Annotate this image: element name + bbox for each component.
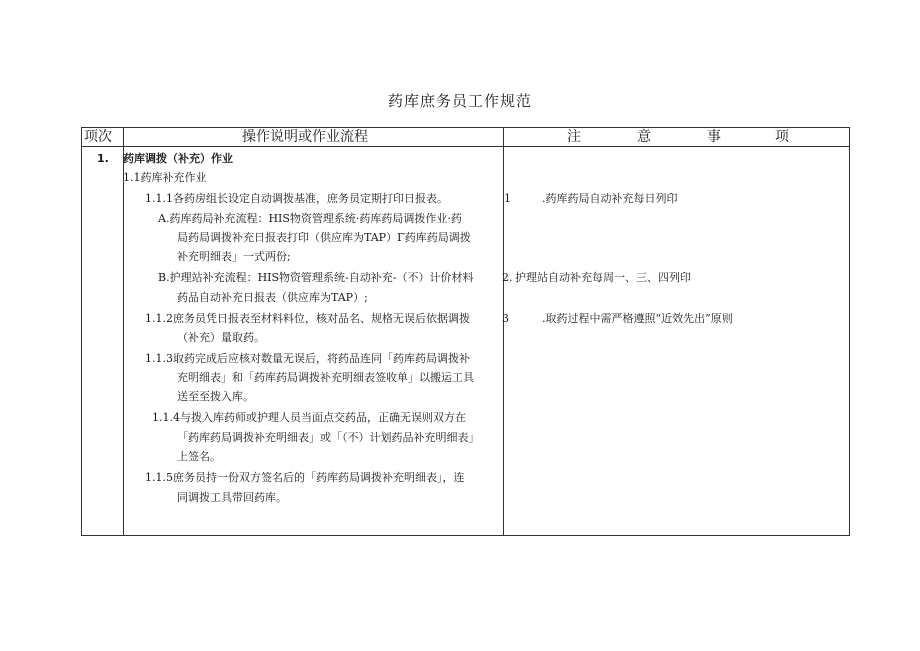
note-number: 2. — [502, 271, 513, 284]
procedure-line: 1.1.3取药完成后应核对数量无误后，将药品连同「药库药局调拨补 — [145, 352, 470, 365]
procedure-line: 1.1.1各药房组长设定自动调拨基准，庶务员定期打印日报表。 — [145, 192, 448, 205]
work-spec-table — [81, 127, 850, 536]
note-text: .取药过程中需严格遵照“近效先出”原则 — [542, 312, 733, 325]
procedure-line: B.护理站补充流程：HIS物资管理系统-自动补充-（不）计价材料 — [158, 271, 474, 284]
column-divider — [503, 128, 504, 535]
procedure-line: 送至至拨入库。 — [177, 390, 254, 403]
note-text: .药库药局自动补充每日列印 — [542, 192, 678, 205]
note-number: 1 — [504, 192, 511, 205]
section-heading: 药库调拨（补充）作业 — [123, 152, 233, 165]
item-number: 1. — [97, 152, 109, 165]
header-notes-char: 意 — [637, 129, 651, 145]
header-notes-char: 注 — [567, 129, 581, 145]
header-item-no: 项次 — [84, 129, 112, 145]
procedure-line: A.药库药局补充流程：HIS物资管理系统·药库药局调拨作业·药 — [158, 212, 462, 225]
procedure-line: 补充明细表」一式两份; — [177, 250, 291, 263]
procedure-line: 药品自动补充日报表（供应库为TAP）; — [177, 291, 368, 304]
header-divider — [82, 146, 849, 147]
procedure-line: 1.1.2庶务员凭日报表至材料料位，核对品名、规格无误后依据调拨 — [145, 312, 470, 325]
procedure-line: 同调拨工具带回药库。 — [177, 491, 287, 504]
header-procedure: 操作说明或作业流程 — [242, 129, 368, 145]
procedure-line: （补充）量取药。 — [177, 331, 265, 344]
note-number: 3 — [502, 312, 509, 325]
procedure-line: 充明细表」和「药库药局调拨补充明细表签收单」以搬运工具 — [177, 371, 474, 384]
procedure-line: 1.1.5庶务员持一份双方签名后的「药库药局调拨补充明细表」，连 — [145, 471, 465, 484]
procedure-line: 1.1药库补充作业 — [123, 171, 207, 184]
procedure-line: 「药库药局调拨补充明细表」或「（不）计划药品补充明细表」 — [177, 431, 480, 444]
procedure-line: 局药局调拨补充日报表打印（供应库为TAP）Γ药库药局调拨 — [177, 231, 471, 244]
procedure-line: 1.1.4与拨入库药师或护理人员当面点交药品，正确无误则双方在 — [152, 411, 466, 424]
header-notes-char: 项 — [775, 129, 789, 145]
column-divider — [123, 128, 124, 535]
page-title: 药库庶务员工作规范 — [387, 92, 532, 110]
header-notes-char: 事 — [707, 129, 721, 145]
note-text: 护理站自动补充每周一、三、四列印 — [515, 271, 691, 284]
procedure-line: 上签名。 — [177, 450, 221, 463]
